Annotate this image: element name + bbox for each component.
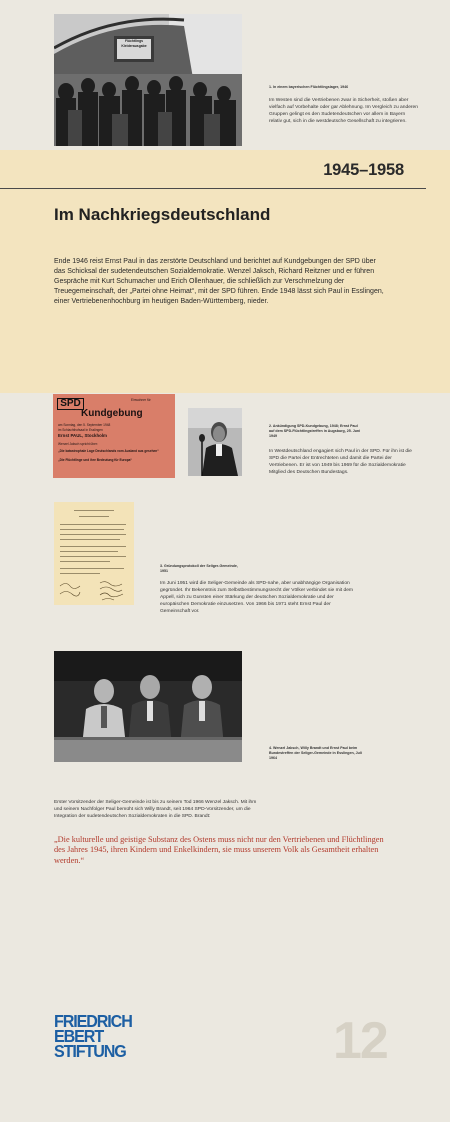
poster-title: Kundgebung [81,408,143,419]
photo2-text: In Westdeutschland engagiert sich Paul in der SPD. Für ihn ist die SPD die Partei der Entrechteten und damit die Partei der Vertriebenen. Er ist von 1949 bis 1969 für die Sozialdemokratie Mitglied des Deutschen Bundestags. [269,449,412,476]
photo1-text: Im Westen sind die Vertriebenen zwar in Sicherheit, stoßen aber vielfach auf Vorbehalte oder gar Ablehnung. Im Vergleich zu anderen Gruppen gelingt es den Sudetendeutschen vor allem in Bayern relativ gut, sich in die westdeutsche Gesellschaft zu integrieren. [269,98,418,125]
jaksch-brandt-paul-photo [54,651,242,762]
signatures-mark [58,580,130,602]
photo2-caption: 2. Ankündigung SPD-Kundgebung, 1948; Ernst Paul auf dem SPD-Flüchtlingstreffen in Augsburg, 25. Juni 1949 [269,424,361,438]
photo3-caption: 4. Wenzel Jaksch, Willy Brandt und Ernst Paul beim Bundestreffen der Seliger-Gemeinde in Esslingen, Juli 1964 [269,746,362,760]
poster-topic-2: „Die Flüchtlinge und ihre Bedeutung für Europa“ [58,458,133,462]
logo-line-3: STIFTUNG [54,1041,126,1061]
photo3-text: Erster Vorsitzender der Seliger-Gemeinde ist bis zu seinem Tod 1966 Wenzel Jaksch. Mit ihm und seinem Nachfolger Paul bemüht sich Willy Brandt, seit 1964 SPD-Vorsitzender, um die Integration der sudetendeutschen Sozialdemokraten in die SPD. Brandt: [54,800,257,820]
document-caption: 3. Gründungsprotokoll der Seliger-Gemeinde, 1951 [160,564,238,573]
page-number: 12 [333,1012,387,1070]
spd-logo: SPD [57,398,84,410]
poster-line-intro: Wenzel Jaksch spricht über: [58,442,98,446]
camp-sign [118,39,150,49]
sign-line-2: Kleiderausgabe [121,44,147,48]
section-intro: Ende 1946 reist Ernst Paul in das zerstörte Deutschland und berichtet auf Kundgebungen der SPD über das Schicksal der sudetendeutschen Sozialdemokratie. Wenzel Jaksch, Richard Reitzner und er führen Gespräche mit Kurt Schumacher und Erich Ollenhauer, die schließlich zur Verschmelzung der Treuegemeinschaft, der „Partei ohne Heimat“, mit der SPD führen. Ende 1948 lässt sich Paul in Esslingen, einer Vertriebenenhochburg im heutigen Baden-Württemberg, nieder. [54,258,384,305]
section-rule [0,188,426,189]
poster-line-hall: im Schlachthofsaal in Esslingen [58,428,103,432]
period-heading: 1945–1958 [323,161,404,179]
section-title: Im Nachkriegsdeutschland [54,205,271,224]
spd-rally-poster [53,394,175,478]
founding-protocol-document [54,502,134,605]
poster-line-sun: am Sonntag, den 5. September 1948 [58,423,111,427]
poster-speaker: Ernst PAUL, Stockholm [58,433,107,438]
fes-logo [54,1011,146,1061]
refugee-camp-photo [54,14,242,146]
ernst-paul-speech-photo [188,408,242,476]
poster-topic: „Die katastrophale Lage Deutschlands vom Ausland aus gesehen“ [58,449,159,453]
photo1-caption: 1. In einem bayerischen Flüchtlingslager, 1946 [269,85,349,89]
logo-line-1: FRIEDRICH [54,1011,132,1031]
document-text: Im Juni 1951 wird die Seliger-Gemeinde als SPD-nahe, aber unabhängige Organisation gegründet. Ihr Bekenntnis zum Selbstbestimmungsrecht der Völker verbindet sie mit dem Appell, sich zu Gunsten einer Stärkung der deutschen Sozialdemokratie und der europäischen Demokratie einzusetzen. Von 1966 bis 1971 steht Ernst Paul der Gemeinschaft vor. [160,581,354,615]
brandt-quote: „Die kulturelle und geistige Substanz des Ostens muss nicht nur den Vertriebenen und Flüchtlingen des Jahres 1945, ihren Kindern und Enkelkindern, sie muss unserem Volk als Gesamtheit erhalten werden.“ [54,835,384,865]
poster-line-top: Einwohner für [131,398,151,402]
sign-line-1: Flüchtlings [124,39,144,43]
logo-line-2: EBERT [54,1026,104,1046]
